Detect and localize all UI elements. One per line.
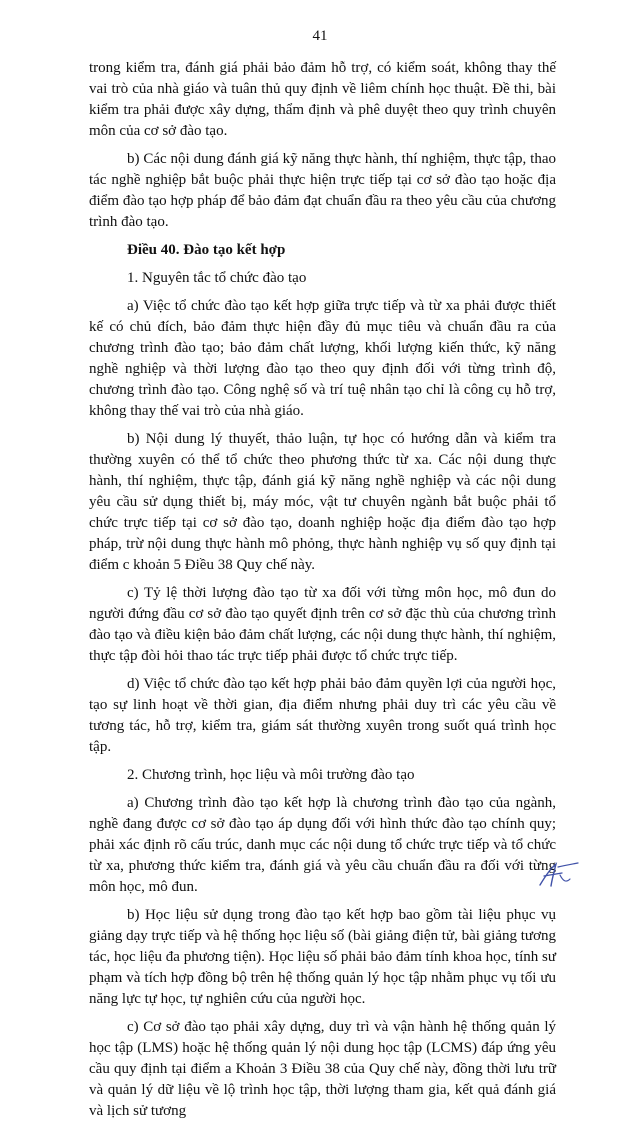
- paragraph-principle-a: a) Việc tổ chức đào tạo kết hợp giữa trực tiếp và từ xa phải được thiết kế có chủ đích, bảo đảm thực hiện đầy đủ mục tiêu và chuẩn đầu ra của chương trình đào tạo; bảo đảm chất lượng, khối lượng kiến thức, kỹ năng nghề nghiệp và thời lượng đào tạo theo quy định đối với từng trình độ, chương trình đào tạo. Công nghệ số và trí tuệ nhân tạo chỉ là công cụ hỗ trợ, không thay thế vai trò của nhà giáo.: [89, 298, 556, 419]
- paragraph-principle-d: d) Việc tổ chức đào tạo kết hợp phải bảo đảm quyền lợi của người học, tạo sự linh hoạt về thời gian, địa điểm nhưng phải duy trì các yêu cầu về tương tác, hỗ trợ, kiểm tra, giám sát thường xuyên trong suốt quá trình học tập.: [89, 676, 556, 755]
- paragraph-program-a: a) Chương trình đào tạo kết hợp là chương trình đào tạo của ngành, nghề đang được cơ sở đào tạo áp dụng đối với hình thức đào tạo chính quy; phải xác định rõ cấu trúc, danh mục các nội dung tổ chức trực tiếp và tổ chức từ xa, phương thức kiểm tra, đánh giá và yêu cầu chuẩn đầu ra đối với từng môn học, mô đun.: [89, 795, 556, 895]
- article-heading: Điều 40. Đào tạo kết hợp: [127, 242, 286, 258]
- paragraph-principle-c: c) Tỷ lệ thời lượng đào tạo từ xa đối với từng môn học, mô đun do người đứng đầu cơ sở đào tạo quyết định trên cơ sở đặc thù của chương trình đào tạo và điều kiện bảo đảm chất lượng, các nội dung thực hành, thí nghiệm, thực tập đòi hỏi thao tác trực tiếp phải được tổ chức trực tiếp.: [89, 585, 556, 664]
- section-heading-program: 2. Chương trình, học liệu và môi trường đào tạo: [127, 767, 415, 783]
- section-heading-principles: 1. Nguyên tắc tổ chức đào tạo: [127, 270, 307, 286]
- page-number: 41: [312, 28, 328, 44]
- paragraph-program-c: c) Cơ sở đào tạo phải xây dựng, duy trì và vận hành hệ thống quản lý học tập (LMS) hoặc hệ thống quản lý nội dung học tập (LCMS) đáp ứng yêu cầu quy định tại điểm a Khoản 3 Điều 38 của Quy chế này, đồng thời lưu trữ và quản lý dữ liệu về lộ trình học tập, thời lượng tham gia, kết quả đánh giá và lịch sử tương: [89, 1019, 556, 1119]
- paragraph-continuation: trong kiểm tra, đánh giá phải bảo đảm hỗ trợ, có kiểm soát, không thay thế vai trò của nhà giáo và tuân thủ quy định về liêm chính học thuật. Đề thi, bài kiểm tra phải được xây dựng, thẩm định và phê duyệt theo quy trình chuyên môn của cơ sở đào tạo.: [89, 60, 556, 139]
- paragraph-principle-b: b) Nội dung lý thuyết, thảo luận, tự học có hướng dẫn và kiểm tra thường xuyên có thể tổ chức theo phương thức từ xa. Các nội dung thực hành, thí nghiệm, thực tập, đánh giá kỹ năng nghề nghiệp và các nội dung yêu cầu sử dụng thiết bị, máy móc, vật tư chuyên ngành bắt buộc phải tổ chức trực tiếp tại cơ sở đào tạo, doanh nghiệp hoặc địa điểm đào tạo hợp pháp, trừ nội dung thực hành mô phỏng, thực hành nghiệp vụ số quy định tại điểm c khoản 5 Điều 38 Quy chế này.: [89, 431, 556, 573]
- document-body: [89, 58, 556, 1129]
- handwritten-initials-icon: [536, 861, 580, 889]
- paragraph-program-b: b) Học liệu sử dụng trong đào tạo kết hợp bao gồm tài liệu phục vụ giảng dạy trực tiếp và hệ thống học liệu số (bài giảng điện tử, bài giảng tương tác, học liệu đa phương tiện). Học liệu số phải bảo đảm tính khoa học, tính sư phạm và tích hợp đồng bộ trên hệ thống quản lý học tập nhằm phục vụ tối ưu năng lực tự học, tự nghiên cứu của người học.: [89, 907, 556, 1007]
- paragraph-assessment-b: b) Các nội dung đánh giá kỹ năng thực hành, thí nghiệm, thực tập, thao tác nghề nghiệp bắt buộc phải thực hiện trực tiếp tại cơ sở đào tạo hoặc địa điểm đào tạo hợp pháp để bảo đảm đạt chuẩn đầu ra theo yêu cầu của chương trình đào tạo.: [89, 151, 556, 230]
